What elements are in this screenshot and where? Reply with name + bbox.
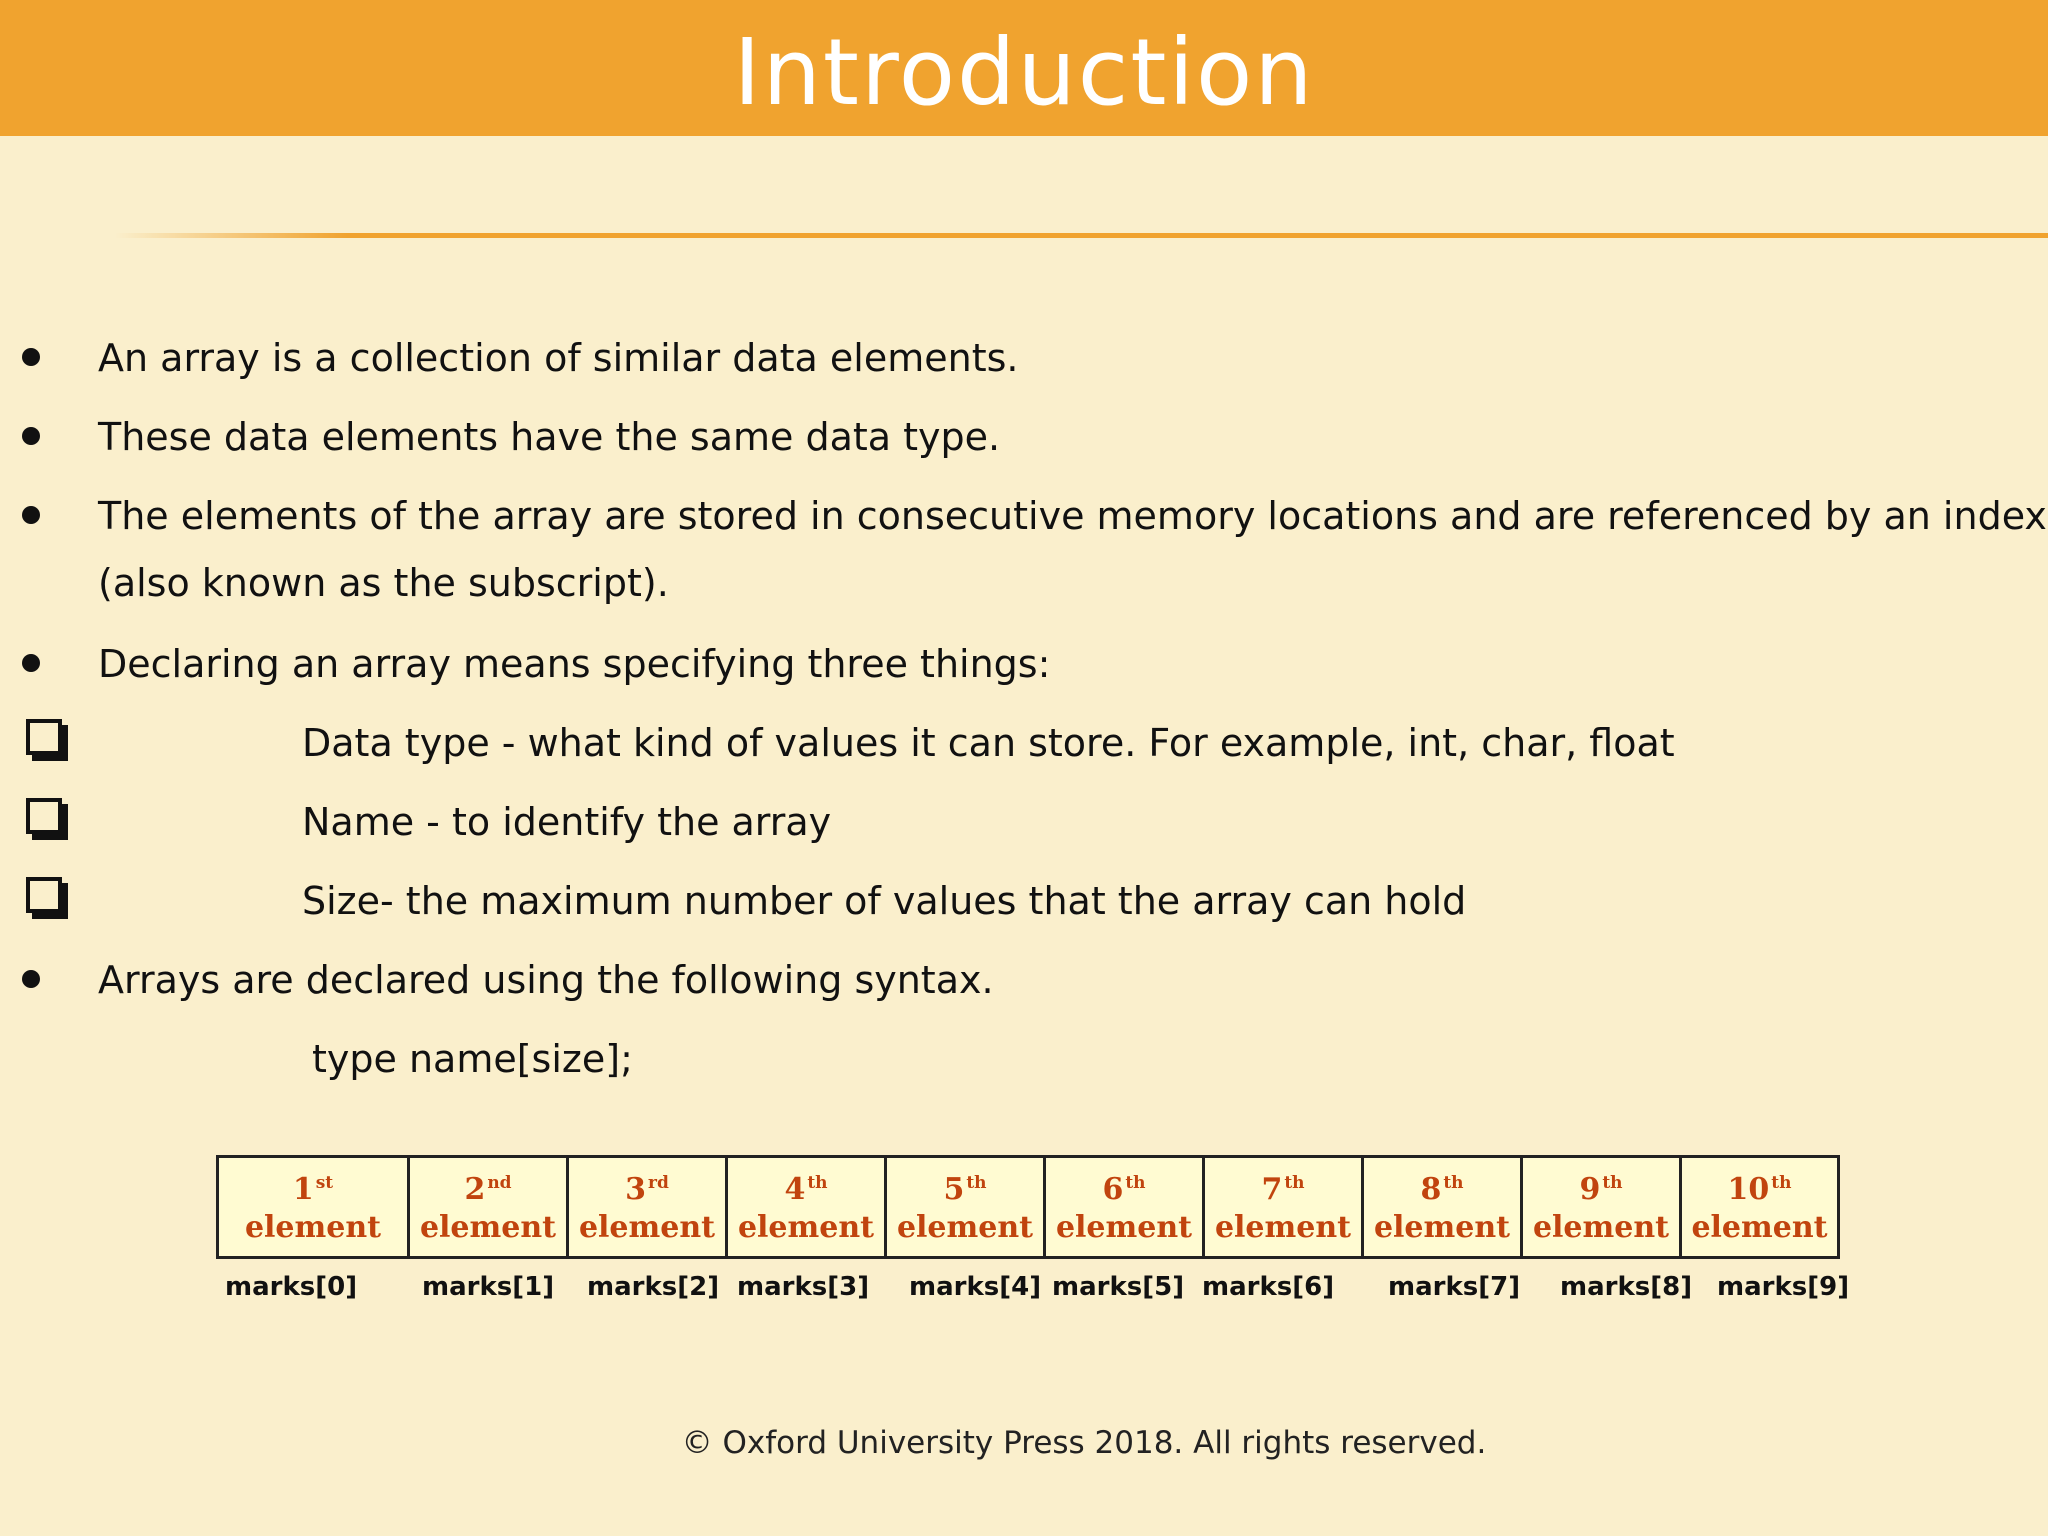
cell-number: 9: [1579, 1172, 1601, 1207]
cell-word: element: [244, 1210, 382, 1245]
array-index-label: marks[8]: [1560, 1272, 1693, 1302]
array-cell: [1523, 1158, 1682, 1256]
cell-word: element: [578, 1210, 716, 1245]
array-cell: [728, 1158, 887, 1256]
cell-number: 5: [943, 1172, 965, 1207]
cell-number: 3: [625, 1172, 647, 1207]
array-index-label: marks[2]: [587, 1272, 720, 1302]
cell-word: element: [1691, 1210, 1828, 1245]
bullet-icon: [22, 348, 40, 366]
array-index-label: marks[3]: [737, 1272, 870, 1302]
checkbox-icon: [26, 719, 62, 755]
cell-suffix: th: [1443, 1173, 1464, 1193]
bullet-continuation: [0, 553, 2048, 613]
cell-suffix: th: [1771, 1173, 1792, 1193]
checklist-text: Size- the maximum number of values that the array can hold: [302, 879, 1467, 923]
cell-number: 4: [784, 1172, 806, 1207]
bullet-item: [0, 950, 2048, 1010]
syntax-text: type name[size];: [312, 1037, 633, 1081]
divider-rule: [115, 233, 2048, 238]
cell-number: 2: [464, 1172, 486, 1207]
checklist-text: Data type - what kind of values it can store. For example, int, char, float: [302, 721, 1675, 765]
bullet-item: [0, 486, 2048, 546]
array-cell: [1046, 1158, 1205, 1256]
array-index-label: marks[4]: [909, 1272, 1042, 1302]
array-index-label: marks[1]: [422, 1272, 555, 1302]
cell-suffix: th: [1602, 1173, 1623, 1193]
array-index-label: marks[0]: [225, 1272, 358, 1302]
cell-number: 1: [292, 1172, 314, 1207]
array-cell: [219, 1158, 410, 1256]
bullet-item: [0, 407, 2048, 467]
array-diagram: [216, 1155, 1840, 1259]
cell-number: 10: [1727, 1172, 1770, 1207]
checklist-item: [0, 792, 2048, 852]
bullet-text: (also known as the subscript).: [98, 561, 669, 605]
array-index-label: marks[7]: [1388, 1272, 1521, 1302]
cell-word: element: [1055, 1210, 1193, 1245]
cell-word: element: [737, 1210, 875, 1245]
bullet-icon: [22, 970, 40, 988]
array-cell: [410, 1158, 569, 1256]
cell-word: element: [1532, 1210, 1670, 1245]
array-index-label: marks[6]: [1202, 1272, 1335, 1302]
cell-suffix: rd: [648, 1173, 669, 1193]
bullet-text: The elements of the array are stored in consecutive memory locations and are referenced by an index: [98, 494, 2047, 538]
array-cell: [1205, 1158, 1364, 1256]
checklist-text: Name - to identify the array: [302, 800, 832, 844]
cell-word: element: [896, 1210, 1034, 1245]
cell-word: element: [419, 1210, 557, 1245]
cell-number: 7: [1261, 1172, 1283, 1207]
checkbox-icon: [26, 877, 62, 913]
bullet-text: These data elements have the same data type.: [98, 415, 1001, 459]
array-cell: [887, 1158, 1046, 1256]
cell-suffix: st: [315, 1173, 334, 1193]
cell-number: 6: [1102, 1172, 1124, 1207]
array-index-label: marks[9]: [1717, 1272, 1850, 1302]
bullet-item: [0, 328, 2048, 388]
bullet-text: Declaring an array means specifying three things:: [98, 642, 1051, 686]
cell-word: element: [1373, 1210, 1511, 1245]
array-cell: [1682, 1158, 1837, 1256]
checkbox-icon: [26, 798, 62, 834]
array-cell: [569, 1158, 728, 1256]
cell-suffix: nd: [487, 1173, 512, 1193]
bullet-item: [0, 634, 2048, 694]
cell-word: element: [1214, 1210, 1352, 1245]
syntax-line: [0, 1029, 2048, 1089]
copyright-footer: © Oxford University Press 2018. All rights reserved.: [681, 1425, 1487, 1461]
checklist-item: [0, 871, 2048, 931]
cell-suffix: th: [1125, 1173, 1146, 1193]
bullet-icon: [22, 506, 40, 524]
cell-suffix: th: [966, 1173, 987, 1193]
bullet-text: Arrays are declared using the following syntax.: [98, 958, 994, 1002]
cell-suffix: th: [807, 1173, 828, 1193]
cell-suffix: th: [1284, 1173, 1305, 1193]
bullet-icon: [22, 427, 40, 445]
array-cell: [1364, 1158, 1523, 1256]
bullet-icon: [22, 654, 40, 672]
bullet-text: An array is a collection of similar data elements.: [98, 336, 1019, 380]
array-index-label: marks[5]: [1052, 1272, 1185, 1302]
page-title: Introduction: [733, 19, 1315, 126]
cell-number: 8: [1420, 1172, 1442, 1207]
checklist-item: [0, 713, 2048, 773]
